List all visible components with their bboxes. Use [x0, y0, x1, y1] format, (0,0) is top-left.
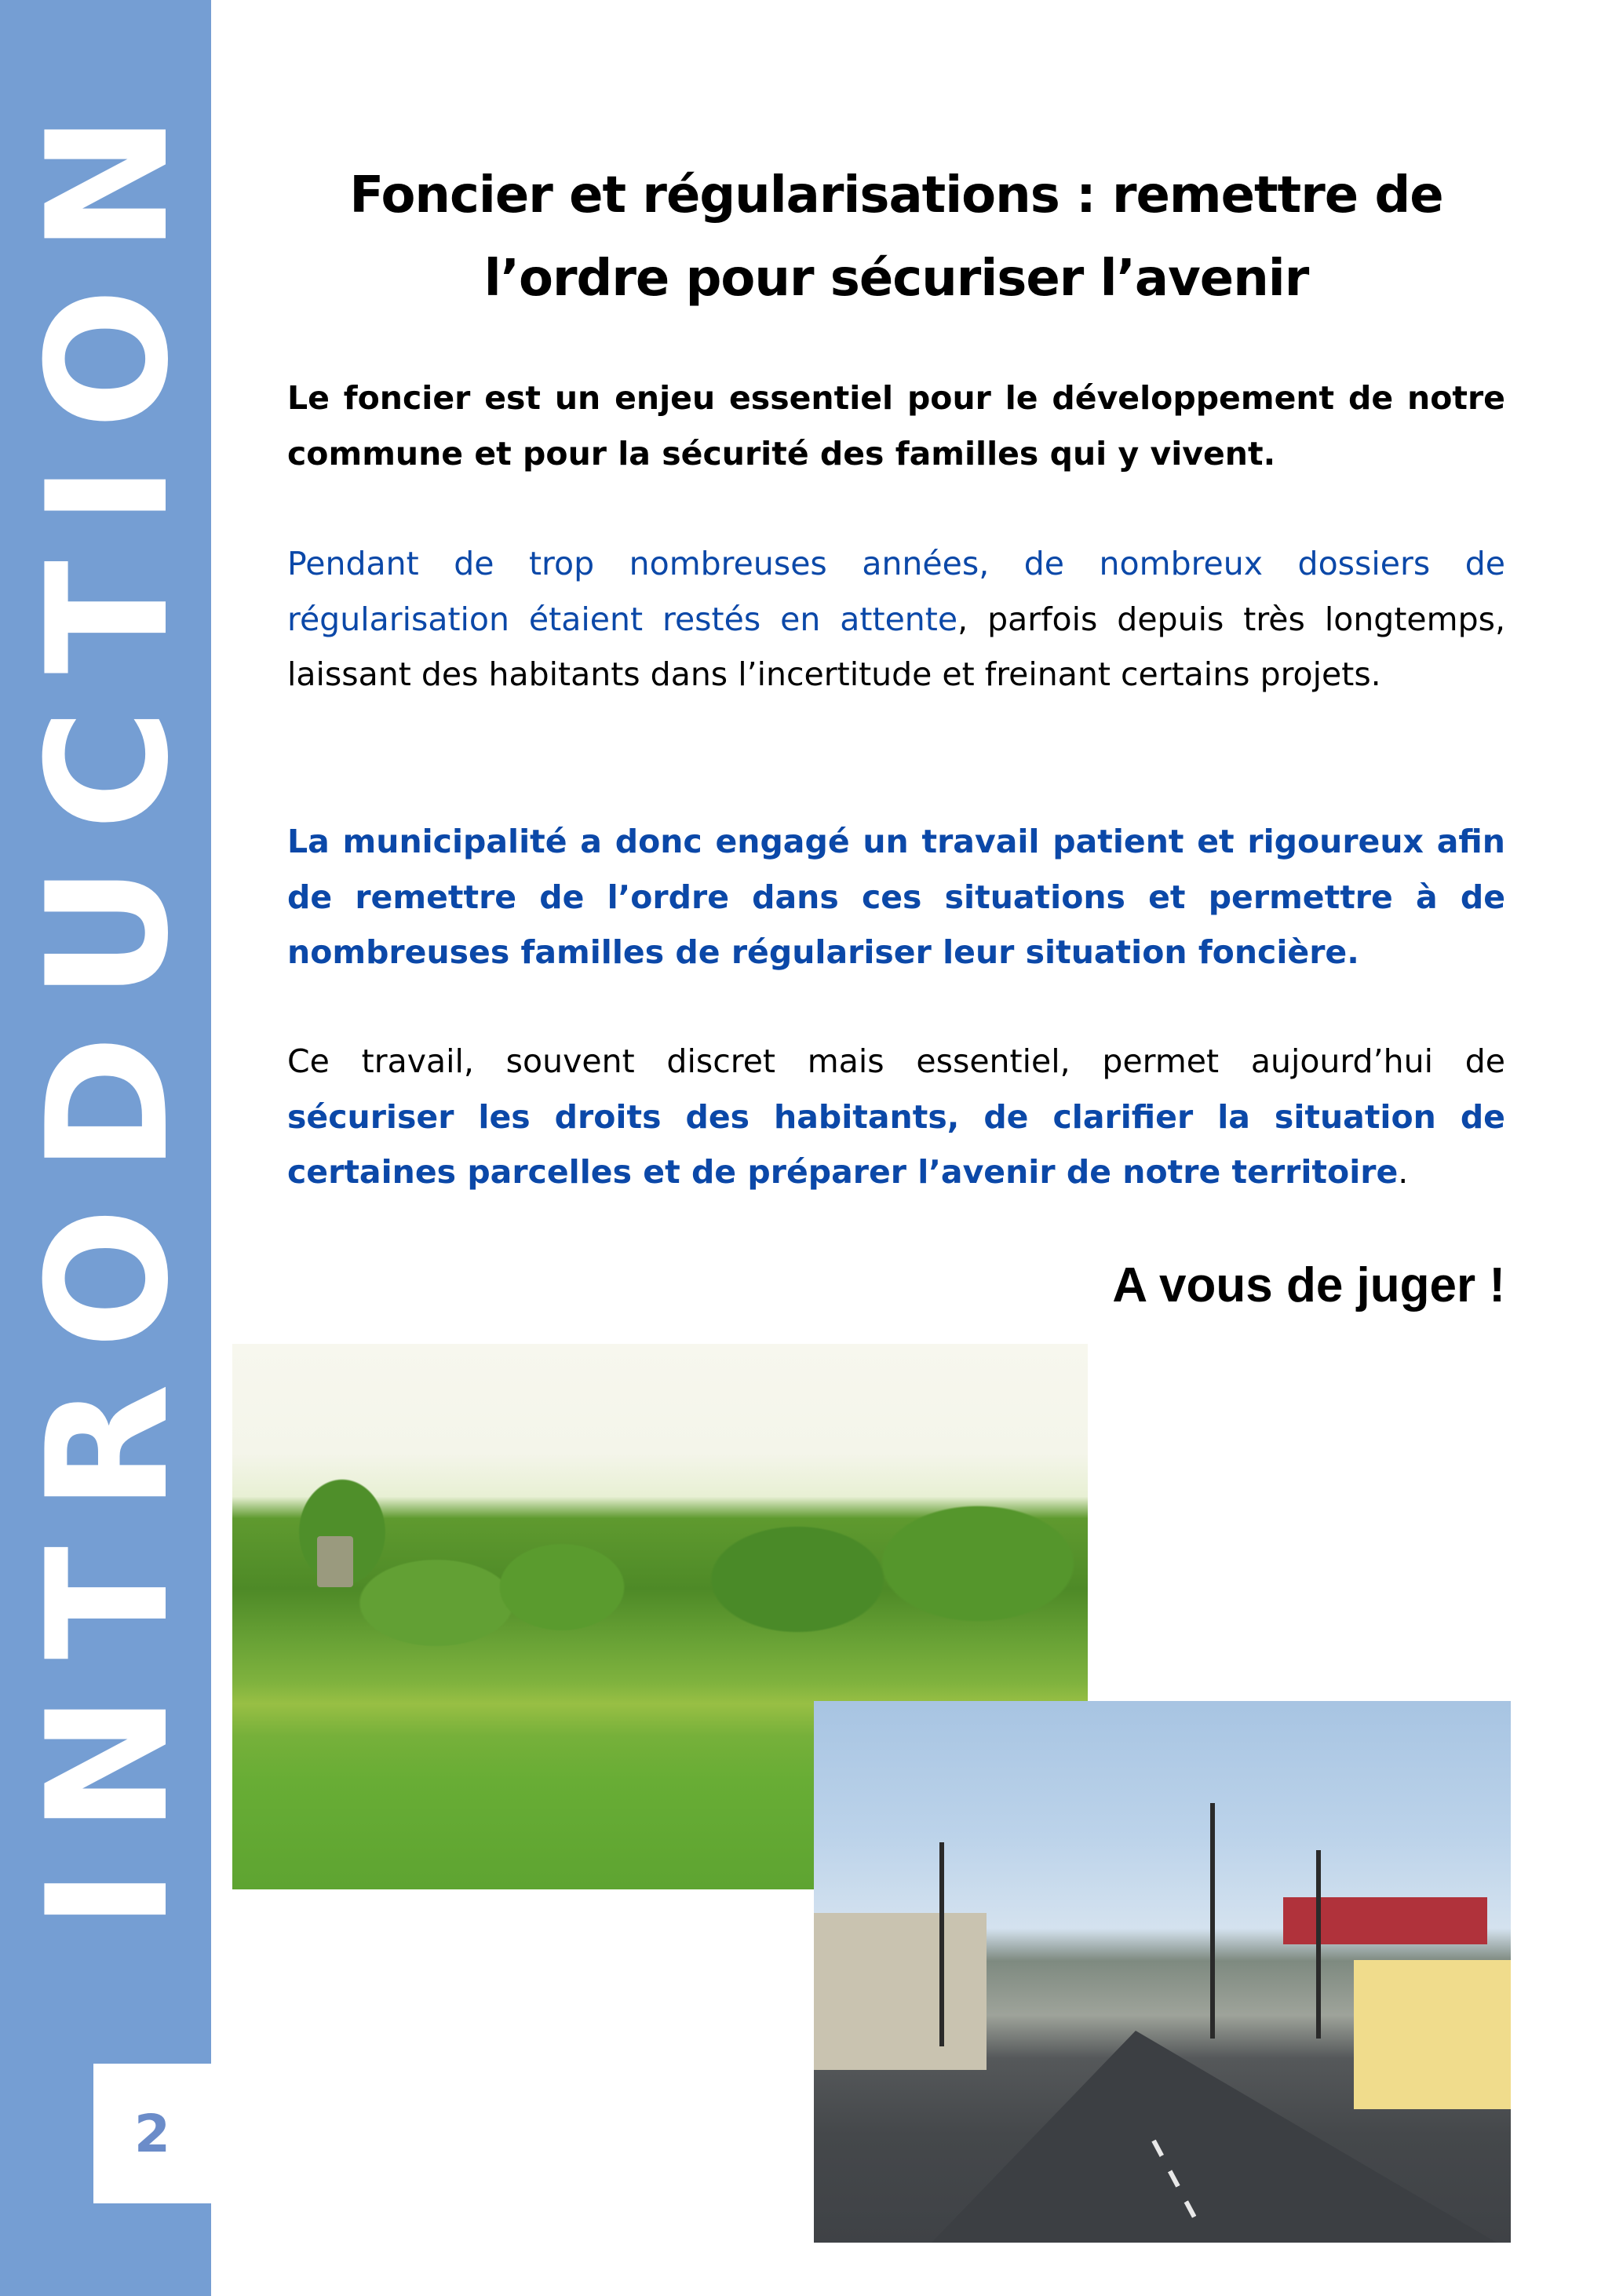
street-photo	[814, 1701, 1511, 2243]
page-number: 2	[134, 2103, 170, 2164]
outcome-end: .	[1398, 1153, 1409, 1192]
outcome-intro: Ce travail, souvent discret mais essentiel, permet aujourd’hui de	[287, 1042, 1505, 1080]
utility-pole	[939, 1842, 944, 2046]
utility-pole	[1316, 1850, 1321, 2039]
history-rest: , parfois depuis très longtemps, laissant des habitants dans l’incertitude et freinant certains projets.	[287, 600, 1505, 694]
road	[932, 2031, 1497, 2243]
title-line-2: l’ordre pour sécuriser l’avenir	[483, 250, 1309, 308]
sidebar	[0, 0, 211, 2296]
page-title	[287, 154, 1505, 320]
title-line-1: Foncier et régularisations : remettre de	[349, 166, 1443, 224]
closing-statement: A vous de juger !	[1112, 1258, 1505, 1312]
section-title: INTRODUCTION	[11, 79, 205, 1930]
outcome-highlight: sécuriser les droits des habitants, de clarifier la situation de certaines parcelles et de préparer l’avenir de notre territoire	[287, 1097, 1505, 1192]
page-number-box	[93, 2064, 211, 2203]
tree-line	[232, 1469, 1088, 1674]
mill-tower	[317, 1536, 353, 1587]
history-highlight: Pendant de trop nombreuses années, de nombreux dossiers de régularisation étaient restés en attente	[287, 545, 1505, 638]
municipality-paragraph: La municipalité a donc engagé un travail patient et rigoureux afin de remettre de l’ordre dans ces situations et permettre à de nombreuses familles de régulariser leur situation foncière.	[287, 823, 1505, 972]
outcome-paragraph	[287, 1034, 1505, 1200]
history-paragraph	[287, 536, 1505, 703]
utility-pole	[1210, 1803, 1215, 2039]
roof-right	[1283, 1897, 1487, 1944]
intro-paragraph: Le foncier est un enjeu essentiel pour le développement de notre commune et pour la sécurité des familles qui y vivent.	[287, 379, 1505, 473]
